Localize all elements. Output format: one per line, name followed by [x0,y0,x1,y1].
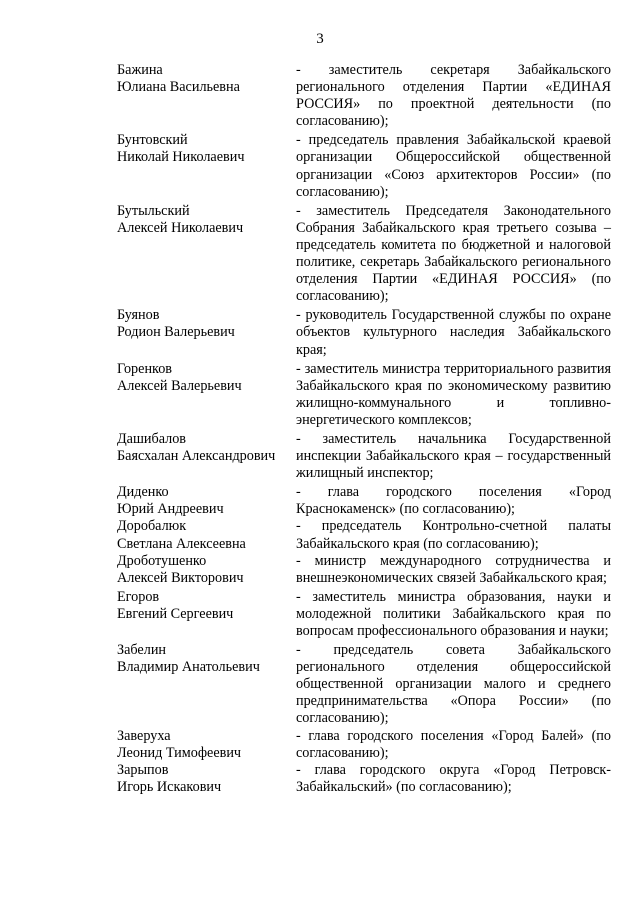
member-given-names: Родион Валерьевич [117,324,235,341]
member-surname: Забелин [117,642,166,659]
member-surname: Дашибалов [117,430,187,447]
member-entry [117,642,611,727]
member-name [117,589,296,640]
member-given-names: Юлиана Васильевна [117,79,240,96]
members-list [117,62,611,796]
member-role: - глава городского поселения «Город Балей» (по согласованию); [296,727,611,761]
member-role: - заместитель министра образования, науки и молодежной политики Забайкальского края по вопросам профессионального образования и науки; [296,588,611,639]
member-role: - министр международного сотрудничества и внешнеэкономических связей Забайкальского края; [296,552,611,586]
member-entry [117,132,611,200]
member-name [117,553,296,587]
member-role: - глава городского поселения «Город Краснокаменск» (по согласованию); [296,484,611,518]
member-name [117,728,296,762]
member-surname: Зарыпов [117,761,169,778]
member-name [117,518,296,552]
member-given-names: Владимир Анатольевич [117,659,260,676]
member-role: - председатель совета Забайкальского регионального отделения общероссийской общественной организации малого и среднего предпринимательства «Опора России» (по согласованию); [296,642,611,727]
member-entry [117,518,611,552]
member-given-names: Светлана Алексеевна [117,535,246,552]
member-given-names: Юрий Андреевич [117,501,224,518]
member-role: - заместитель министра территориального развития Забайкальского края по экономическому развитию жилищно-коммунального и топливно-энергетического комплексов; [296,360,611,428]
member-entry [117,728,611,762]
member-surname: Заверуха [117,727,171,744]
member-surname: Диденко [117,484,169,501]
member-name [117,62,296,130]
member-given-names: Алексей Викторович [117,569,244,586]
member-entry [117,307,611,358]
member-surname: Буянов [117,307,160,324]
member-name [117,361,296,429]
member-given-names: Игорь Искакович [117,778,222,795]
member-entry [117,62,611,130]
member-role: - заместитель начальника Государственной инспекции Забайкальского края – государственный жилищный инспектор; [296,430,611,482]
member-surname: Бажина [117,62,163,78]
member-role: - заместитель секретаря Забайкальского регионального отделения Партии «ЕДИНАЯ РОССИЯ» по проектной деятельности (по согласованию); [296,62,611,130]
page-number: 3 [316,31,324,47]
member-role: - председатель Контрольно-счетной палаты Забайкальского края (по согласованию); [296,518,611,552]
member-surname: Егоров [117,588,160,605]
member-entry [117,203,611,306]
member-name [117,132,296,200]
member-name [117,307,296,358]
member-role: - глава городского округа «Город Петровск-Забайкальский» (по согласованию); [296,761,611,795]
member-entry [117,589,611,640]
member-given-names: Баясхалан Александрович [117,448,276,465]
member-role: - председатель правления Забайкальской краевой организации Общероссийской общественной организации «Союз архитекторов России» (по согласованию); [296,132,611,200]
member-surname: Бунтовский [117,132,188,149]
member-entry [117,361,611,429]
member-entry [117,553,611,587]
member-name [117,484,296,518]
member-name [117,762,296,796]
member-surname: Бутыльский [117,202,190,219]
member-given-names: Алексей Николаевич [117,219,244,236]
member-name [117,431,296,482]
member-surname: Дроботушенко [117,552,207,569]
member-role: - руководитель Государственной службы по охране объектов культурного наследия Забайкальского края; [296,307,611,358]
member-surname: Горенков [117,360,172,377]
member-name [117,642,296,727]
member-given-names: Евгений Сергеевич [117,605,234,622]
member-name [117,203,296,306]
member-entry [117,762,611,796]
member-given-names: Леонид Тимофеевич [117,744,242,761]
member-entry [117,431,611,482]
member-given-names: Алексей Валерьевич [117,377,242,394]
member-surname: Доробалюк [117,518,187,535]
member-given-names: Николай Николаевич [117,149,245,166]
member-entry [117,484,611,518]
member-role: - заместитель Председателя Законодательного Собрания Забайкальского края третьего созыва – председатель комитета по бюджетной и налоговой политике, секретарь Забайкальского регионального отделения Партии «ЕДИНАЯ РОССИЯ» (по согласованию); [296,202,611,305]
